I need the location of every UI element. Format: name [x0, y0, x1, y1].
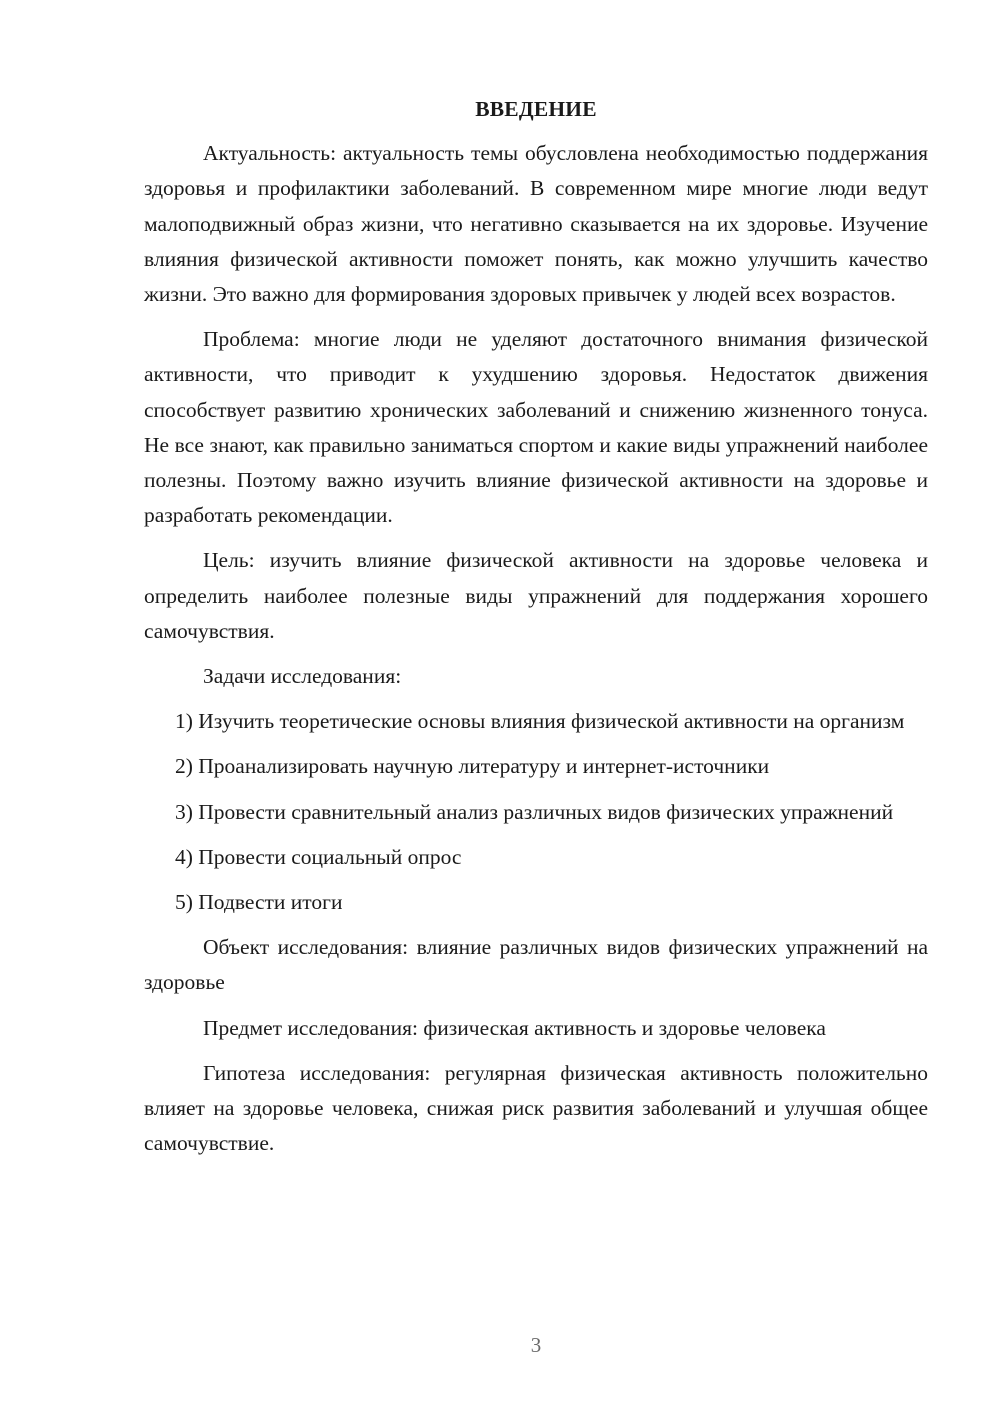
problem-paragraph: Проблема: многие люди не уделяют достаточного внимания физической активности, что приводит к ухудшению здоровья. Недостаток движения способствует развитию хронических заболеваний и снижению жизненного тонуса. Не все знают, как правильно заниматься спортом и какие виды упражнений наиболее полезны. Поэтому важно изучить влияние физической активности на здоровье и разработать рекомендации. — [144, 327, 928, 528]
tasks-heading: Задачи исследования: — [203, 664, 402, 689]
hypothesis-paragraph: Гипотеза исследования: регулярная физическая активность положительно влияет на здоровье человека, снижая риск развития заболеваний и улучшая общее самочувствие. — [144, 1060, 928, 1156]
task-item: 1) Изучить теоретические основы влияния физической активности на организм — [175, 709, 905, 734]
relevance-paragraph: Актуальность: актуальность темы обусловлена необходимостью поддержания здоровья и профилактики заболеваний. В современном мире многие люди ведут малоподвижный образ жизни, что негативно сказывается на их здоровье. Изучение влияния физической активности поможет понять, как можно улучшить качество жизни. Это важно для формирования здоровых привычек у людей всех возрастов. — [144, 141, 928, 307]
task-item: 5) Подвести итоги — [175, 890, 343, 915]
goal-paragraph: Цель: изучить влияние физической активности на здоровье человека и определить наиболее полезные виды упражнений для поддержания хорошего самочувствия. — [144, 548, 928, 643]
page-title: ВВЕДЕНИЕ — [475, 97, 597, 121]
page-number: 3 — [530, 1333, 542, 1357]
document-page — [144, 92, 928, 1171]
task-item: 3) Провести сравнительный анализ различных видов физических упражнений — [175, 799, 894, 824]
object-paragraph: Объект исследования: влияние различных видов физических упражнений на здоровье — [144, 935, 928, 995]
subject-paragraph: Предмет исследования: физическая активность и здоровье человека — [203, 1015, 826, 1040]
task-item: 4) Провести социальный опрос — [175, 844, 462, 869]
task-item: 2) Проанализировать научную литературу и интернет-источники — [175, 754, 770, 779]
